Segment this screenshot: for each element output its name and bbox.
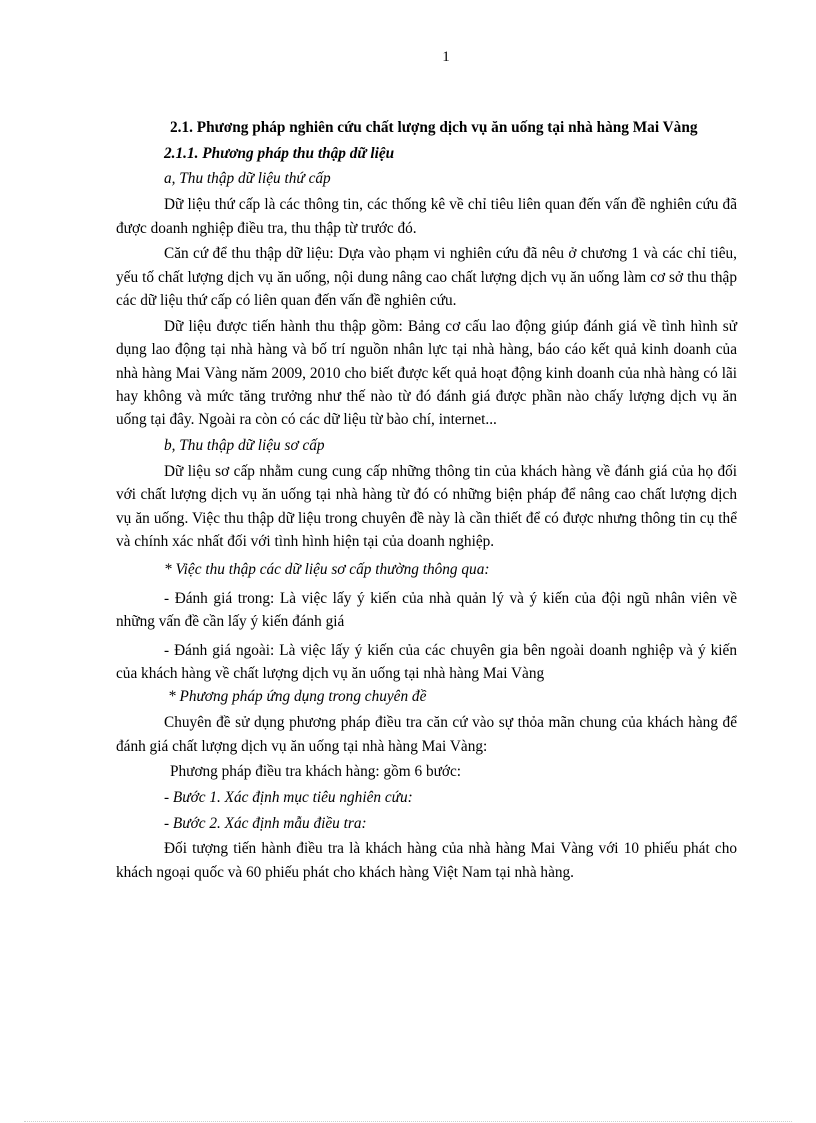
secondary-data-title: a, Thu thập dữ liệu thứ cấp [164, 170, 331, 188]
primary-data-title: b, Thu thập dữ liệu sơ cấp [164, 437, 325, 455]
internal-evaluation-item: - Đánh giá trong: Là việc lấy ý kiến của nhà quản lý và ý kiến của đội ngũ nhân viên về những vấn đề cần lấy ý kiến đánh giá [116, 589, 737, 631]
paragraph-applied-method: Chuyên đề sử dụng phương pháp điều tra căn cứ vào sự thỏa mãn chung của khách hàng để đánh giá chất lượng dịch vụ ăn uống tại nhà hàng Mai Vàng: [116, 714, 737, 755]
section-heading: 2.1. Phương pháp nghiên cứu chất lượng dịch vụ ăn uống tại nhà hàng Mai Vàng [170, 119, 698, 136]
primary-methods-title: * Việc thu thập các dữ liệu sơ cấp thường thông qua: [164, 561, 490, 579]
external-evaluation-item: - Đánh giá ngoài: Là việc lấy ý kiến của các chuyên gia bên ngoài doanh nghiệp và ý kiến của khách hàng về chất lượng dịch vụ ăn uống tại nhà hàng Mai Vàng [116, 641, 737, 683]
page-bottom-divider [24, 1121, 792, 1122]
document-body [116, 116, 737, 884]
step-1: - Bước 1. Xác định mục tiêu nghiên cứu: [164, 788, 413, 806]
page-number: 1 [442, 49, 450, 65]
paragraph-secondary-collected: Dữ liệu được tiến hành thu thập gồm: Bảng cơ cấu lao động giúp đánh giá về tình hình sử dụng lao động tại nhà hàng và bố trí nguồn nhân lực tại nhà hàng, báo cáo kết quả kinh doanh của nhà hàng Mai Vàng năm 2009, 2010 cho biết được kết quả hoạt động kinh doanh của nhà hàng có lãi hay không và mức tăng trưởng như thế nào từ đó đánh giá được phần nào chấy lượng dịch vụ ăn uống tại đây. Ngoài ra còn có các dữ liệu từ bào chí, internet... [116, 317, 737, 429]
paragraph-survey-sample: Đối tượng tiến hành điều tra là khách hàng của nhà hàng Mai Vàng với 10 phiếu phát cho khách ngoại quốc và 60 phiếu phát cho khách hàng Việt Nam tại nhà hàng. [116, 840, 737, 881]
applied-method-title: * Phương pháp ứng dụng trong chuyên đề [168, 688, 427, 706]
step-2: - Bước 2. Xác định mẫu điều tra: [164, 814, 367, 832]
paragraph-primary-definition: Dữ liệu sơ cấp nhằm cung cung cấp những thông tin của khách hàng về đánh giá của họ đối với chất lượng dịch vụ ăn uống tại nhà hàng từ đó có những biện pháp để nâng cao chất lượng dịch vụ ăn uống. Việc thu thập dữ liệu trong chuyên đề này là cần thiết để có được nhưng thông tin cụ thể và chính xác nhất đối với tình hình hiện tại của doanh nghiệp. [116, 462, 737, 550]
subsection-heading: 2.1.1. Phương pháp thu thập dữ liệu [164, 144, 395, 162]
paragraph-secondary-definition: Dữ liệu thứ cấp là các thông tin, các thống kê về chỉ tiêu liên quan đến vấn đề nghiên cứu đã được doanh nghiệp điều tra, thu thập từ trước đó. [116, 196, 737, 237]
paragraph-secondary-basis: Căn cứ để thu thập dữ liệu: Dựa vào phạm vi nghiên cứu đã nêu ở chương 1 và các chỉ tiêu, yếu tố chất lượng dịch vụ ăn uống, nội dung nâng cao chất lượng dịch vụ ăn uống làm cơ sở thu thập các dữ liệu thứ cấp có liên quan đến vấn đề nghiên cứu. [116, 245, 737, 310]
survey-intro: Phương pháp điều tra khách hàng: gồm 6 bước: [170, 763, 462, 781]
